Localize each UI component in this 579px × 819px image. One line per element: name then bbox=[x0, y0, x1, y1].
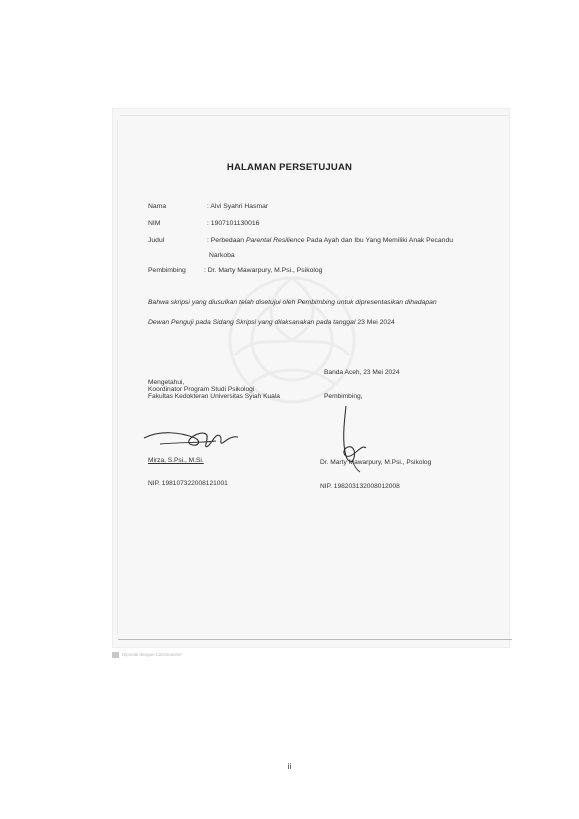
place-date: Banda Aceh, 23 Mei 2024 bbox=[324, 369, 400, 376]
statement-line2-text: Dewan Penguji pada Sidang Skripsi yang dilaksanakan pada tanggal bbox=[148, 319, 356, 326]
nim-label: NIM bbox=[148, 220, 161, 227]
statement-line1: Bahwa skripsi yang diusulkan telah disetujui oleh Pembimbing untuk dipresentasikan dihadapan bbox=[148, 299, 437, 306]
left-heading-3: Fakultas Kedokteran Universitas Syiah Kuala bbox=[148, 393, 280, 400]
scan-left-edge bbox=[117, 120, 118, 635]
pembimbing-label: Pembimbing bbox=[148, 267, 186, 274]
left-signer-name: Mirza, S.Psi., M.Si. bbox=[148, 457, 204, 464]
judul-label: Judul bbox=[148, 237, 165, 244]
statement-date: 23 Mei 2024 bbox=[357, 319, 395, 326]
nama-label: Nama bbox=[148, 203, 167, 210]
judul-line2: Narkoba bbox=[209, 252, 235, 259]
left-heading-1: Mengetahui, bbox=[148, 379, 185, 386]
judul-italic: Parental Resilience bbox=[245, 237, 305, 244]
scanner-footer bbox=[112, 652, 182, 658]
right-heading: Pembimbing, bbox=[324, 393, 363, 400]
scan-top-edge bbox=[120, 115, 510, 116]
page-number: ii bbox=[287, 762, 292, 771]
judul-prefix: : Perbedaan bbox=[207, 237, 246, 244]
scan-bottom-edge bbox=[118, 639, 512, 640]
right-signer-nip: NIP. 198203132008012008 bbox=[320, 483, 400, 490]
nama-value: : Alvi Syahri Hasmar bbox=[207, 203, 269, 210]
judul-value bbox=[207, 237, 453, 244]
left-signature bbox=[140, 424, 245, 456]
left-heading-2: Koordinator Program Studi Psikologi bbox=[148, 386, 255, 393]
right-signer-name: Dr. Marty Mawarpury, M.Psi., Psikolog bbox=[320, 459, 432, 466]
pembimbing-value: : Dr. Marty Mawarpury, M.Psi., Psikolog bbox=[204, 267, 323, 274]
page-title: HALAMAN PERSETUJUAN bbox=[226, 162, 353, 173]
scanner-text: Dipindai dengan CamScanner bbox=[122, 652, 183, 658]
nim-value: : 1907101130016 bbox=[207, 220, 260, 227]
camscanner-logo-icon bbox=[112, 652, 119, 658]
statement-line2 bbox=[148, 319, 395, 326]
left-signer-nip: NIP. 198107322008121001 bbox=[148, 480, 228, 487]
judul-suffix: Pada Ayah dan Ibu Yang Memiliki Anak Pecandu bbox=[304, 237, 454, 244]
